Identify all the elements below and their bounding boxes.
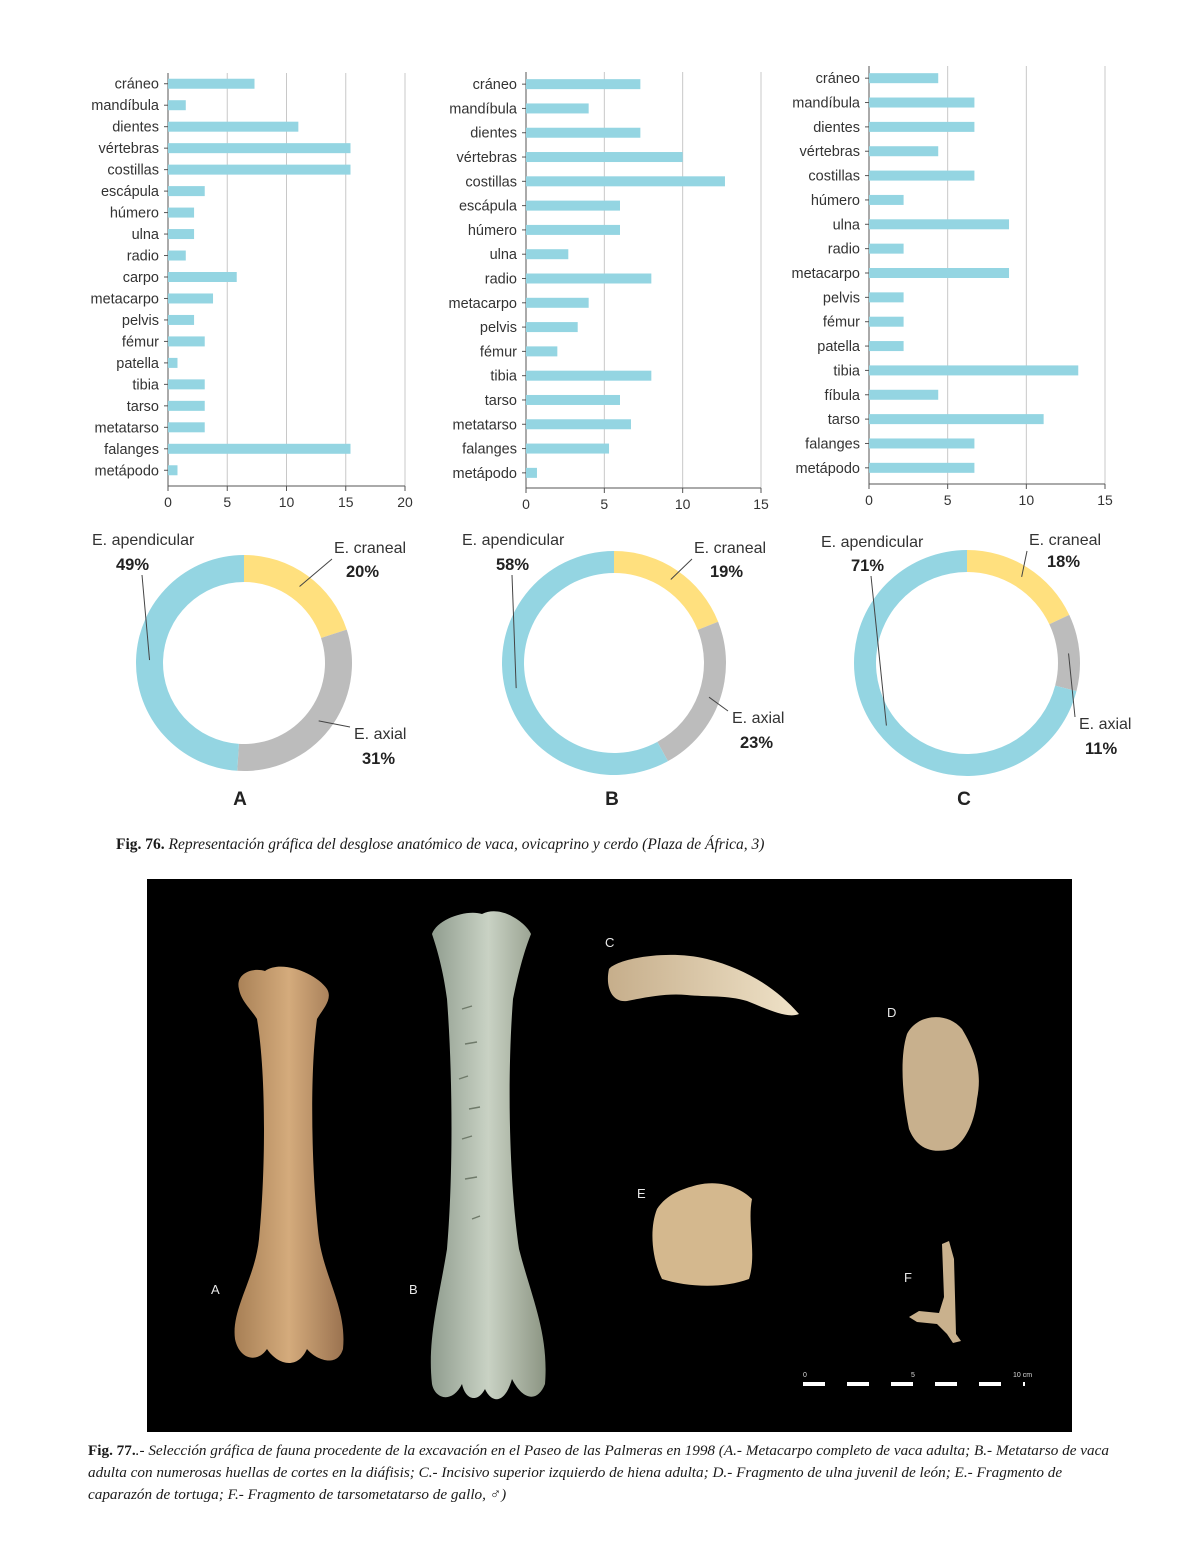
- bone-d-ulna: [903, 1017, 979, 1151]
- category-label: pelvis: [822, 290, 860, 307]
- bar-patella: [168, 358, 177, 368]
- category-label: metacarpo: [448, 295, 517, 312]
- category-label: metápodo: [452, 465, 517, 482]
- category-label: ulna: [489, 247, 517, 264]
- category-label: húmero: [109, 205, 159, 222]
- bar-carpo: [168, 272, 237, 282]
- bar-metacarpo: [168, 293, 213, 303]
- bar-fémur: [168, 336, 205, 346]
- bar-tibia: [526, 371, 651, 381]
- bone-a-metacarpal: [235, 967, 344, 1363]
- category-label: mandíbula: [91, 98, 159, 115]
- bar-falanges: [526, 444, 609, 454]
- scale-bar: [803, 1372, 1032, 1386]
- category-label: carpo: [122, 270, 159, 286]
- category-label: tibia: [132, 377, 159, 394]
- bar-fíbula: [869, 390, 938, 400]
- donut-percent: 11%: [1085, 740, 1118, 758]
- category-label: costillas: [465, 174, 517, 191]
- x-tick-label: 10: [1018, 492, 1035, 508]
- bar-pelvis: [168, 315, 194, 325]
- category-label: metápodo: [94, 463, 159, 480]
- photo-label-e: E: [637, 1186, 646, 1201]
- bar-ulna: [526, 249, 568, 259]
- category-label: patella: [817, 339, 860, 356]
- bar-metatarso: [526, 419, 631, 429]
- bar-escápula: [526, 201, 620, 211]
- scale-tick-0: 0: [803, 1372, 807, 1379]
- category-label: vértebras: [456, 150, 517, 167]
- bar-vértebras: [526, 152, 683, 162]
- category-label: dientes: [112, 119, 159, 136]
- donut-percent: 58%: [496, 556, 530, 574]
- category-label: pelvis: [121, 312, 159, 329]
- bar-patella: [869, 341, 904, 351]
- bar-cráneo: [526, 79, 640, 89]
- bar-metacarpo: [526, 298, 589, 308]
- bar-radio: [526, 274, 651, 284]
- category-label: cráneo: [815, 71, 860, 88]
- donut-slice-e-apendicular: [136, 555, 244, 771]
- category-label: costillas: [107, 162, 159, 179]
- x-tick-label: 0: [522, 496, 530, 512]
- x-tick-label: 0: [865, 492, 873, 508]
- photo-label-b: B: [409, 1282, 418, 1297]
- donut-slice-e-apendicular: [502, 551, 668, 775]
- category-label: tibia: [490, 368, 517, 385]
- category-label: metacarpo: [791, 266, 860, 282]
- donut-slice-e-craneal: [614, 551, 718, 630]
- x-tick-label: 15: [1097, 492, 1113, 508]
- bar-tarso: [168, 401, 205, 411]
- category-label: costillas: [808, 168, 860, 185]
- x-tick-label: 10: [674, 496, 691, 512]
- category-label: húmero: [467, 222, 517, 239]
- bar-tarso: [526, 395, 620, 405]
- bar-húmero: [168, 208, 194, 218]
- x-tick-label: 5: [943, 492, 952, 508]
- category-label: húmero: [810, 192, 860, 209]
- category-label: tarso: [484, 392, 517, 409]
- donut-slice-e-craneal: [244, 555, 347, 638]
- panel-letter-a: A: [233, 789, 247, 810]
- bar-cráneo: [869, 73, 938, 83]
- photo-label-c: C: [605, 935, 615, 950]
- donut-slice-e-axial: [657, 622, 726, 761]
- donut-label: E. apendicular: [92, 532, 195, 549]
- category-label: mandíbula: [449, 101, 517, 118]
- bar-metápodo: [869, 463, 974, 473]
- x-tick-label: 5: [600, 496, 609, 512]
- bar-ulna: [168, 229, 194, 239]
- category-label: patella: [116, 355, 159, 372]
- donut-label: E. axial: [732, 710, 785, 727]
- bar-dientes: [526, 128, 640, 138]
- category-label: radio: [827, 241, 860, 258]
- donut-percent: 18%: [1047, 553, 1081, 571]
- figure-76-text: Representación gráfica del desglose anatómico de vaca, ovicaprino y cerdo (Plaza de África, 3): [168, 836, 765, 853]
- category-label: vértebras: [799, 144, 860, 161]
- bar-húmero: [869, 195, 904, 205]
- bar-dientes: [869, 122, 974, 132]
- bar-metápodo: [526, 468, 537, 478]
- photo-label-d: D: [887, 1005, 897, 1020]
- x-tick-label: 5: [223, 494, 232, 510]
- category-label: radio: [484, 271, 517, 288]
- category-label: fémur: [822, 314, 860, 331]
- bar-tarso: [869, 414, 1044, 424]
- donut-percent: 31%: [362, 750, 396, 768]
- donut-percent: 19%: [710, 563, 744, 581]
- donut-label: E. craneal: [334, 540, 407, 557]
- donut-label: E. apendicular: [462, 532, 565, 549]
- category-label: escápula: [458, 198, 517, 215]
- bar-dientes: [168, 122, 298, 132]
- bone-f-tarsometatarsus: [909, 1241, 961, 1343]
- bar-fémur: [526, 346, 557, 356]
- x-tick-label: 10: [278, 494, 295, 510]
- bar-costillas: [869, 171, 974, 181]
- bone-b-metatarsal: [431, 911, 546, 1399]
- category-label: vértebras: [98, 141, 159, 158]
- bar-metatarso: [168, 422, 205, 432]
- bar-costillas: [168, 165, 350, 175]
- figure-76-caption: [116, 836, 764, 854]
- bone-e-carapace: [652, 1183, 752, 1286]
- bone-c-incisor: [608, 955, 799, 1015]
- donut-percent: 23%: [740, 734, 774, 752]
- bar-falanges: [869, 438, 974, 448]
- category-label: fíbula: [824, 387, 860, 404]
- bar-vértebras: [869, 146, 938, 156]
- bar-ulna: [869, 219, 1009, 229]
- category-label: fémur: [479, 344, 517, 361]
- category-label: dientes: [813, 119, 860, 136]
- bar-tibia: [168, 379, 205, 389]
- category-label: tarso: [827, 412, 860, 429]
- category-label: ulna: [131, 227, 159, 244]
- category-label: cráneo: [472, 77, 517, 94]
- category-label: metatarso: [94, 420, 159, 437]
- scale-tick-5: 5: [911, 1372, 915, 1379]
- bar-fémur: [869, 317, 904, 327]
- donut-slice-e-axial: [237, 630, 352, 771]
- category-label: cráneo: [114, 76, 159, 93]
- category-label: radio: [126, 248, 159, 265]
- donut-label: E. apendicular: [821, 534, 924, 551]
- category-label: mandíbula: [792, 95, 860, 112]
- bar-radio: [869, 244, 904, 254]
- category-label: metacarpo: [90, 291, 159, 308]
- bar-tibia: [869, 365, 1078, 375]
- category-label: metápodo: [795, 460, 860, 477]
- bone-photograph: [147, 879, 1072, 1432]
- bar-mandíbula: [526, 103, 589, 113]
- bar-mandíbula: [168, 100, 186, 110]
- panel-letter-b: B: [605, 789, 619, 810]
- bar-pelvis: [526, 322, 578, 332]
- x-tick-label: 20: [397, 494, 413, 510]
- donut-label: E. axial: [354, 726, 407, 743]
- category-label: escápula: [100, 184, 159, 201]
- category-label: tibia: [833, 363, 860, 380]
- bar-húmero: [526, 225, 620, 235]
- figure-77-text: .- Selección gráfica de fauna procedente de la excavación en el Paseo de las Palmeras en 1998 (A.- Metacarpo completo de vaca adulta; B.- Metatarso de vaca adulta con numerosas huellas de cortes en la diáfisis; C.- Incisivo superior izquierdo de hiena adulta; D.- Fragmento de ulna juvenil de león; E.- Fragmento de caparazón de tortuga; F.- Fragmento de tarsometatarso de gallo, ♂): [88, 1442, 1109, 1503]
- category-label: tarso: [126, 398, 159, 415]
- bar-vértebras: [168, 143, 350, 153]
- donut-slice-e-axial: [1049, 615, 1080, 691]
- donut-percent: 49%: [116, 556, 150, 574]
- bar-metápodo: [168, 465, 177, 475]
- bar-mandíbula: [869, 98, 974, 108]
- donut-label: E. craneal: [694, 540, 767, 557]
- donut-percent: 20%: [346, 563, 380, 581]
- x-tick-label: 0: [164, 494, 172, 510]
- category-label: metatarso: [452, 417, 517, 434]
- category-label: falanges: [462, 441, 517, 458]
- figure-77-label: Fig. 77.: [88, 1442, 136, 1459]
- category-label: fémur: [121, 334, 159, 351]
- bar-pelvis: [869, 292, 904, 302]
- figure-76-label: Fig. 76.: [116, 836, 165, 853]
- donut-percent: 71%: [851, 557, 885, 575]
- panel-letter-c: C: [957, 789, 971, 810]
- bar-cráneo: [168, 79, 255, 89]
- photo-label-f: F: [904, 1270, 912, 1285]
- category-label: falanges: [805, 436, 860, 453]
- scale-tick-10: 10 cm: [1013, 1372, 1033, 1379]
- category-label: pelvis: [479, 320, 517, 337]
- category-label: ulna: [832, 217, 860, 234]
- category-label: dientes: [470, 125, 517, 142]
- bone-photo-drawing: [147, 879, 1072, 1432]
- bar-falanges: [168, 444, 350, 454]
- donut-label: E. axial: [1079, 716, 1132, 733]
- x-tick-label: 15: [337, 494, 354, 510]
- category-label: falanges: [104, 441, 159, 458]
- x-tick-label: 15: [753, 496, 769, 512]
- bar-radio: [168, 251, 186, 261]
- figure-77-caption: [88, 1440, 1118, 1506]
- bar-costillas: [526, 176, 725, 186]
- bar-escápula: [168, 186, 205, 196]
- bar-metacarpo: [869, 268, 1009, 278]
- photo-label-a: A: [211, 1282, 220, 1297]
- donut-label: E. craneal: [1029, 532, 1102, 549]
